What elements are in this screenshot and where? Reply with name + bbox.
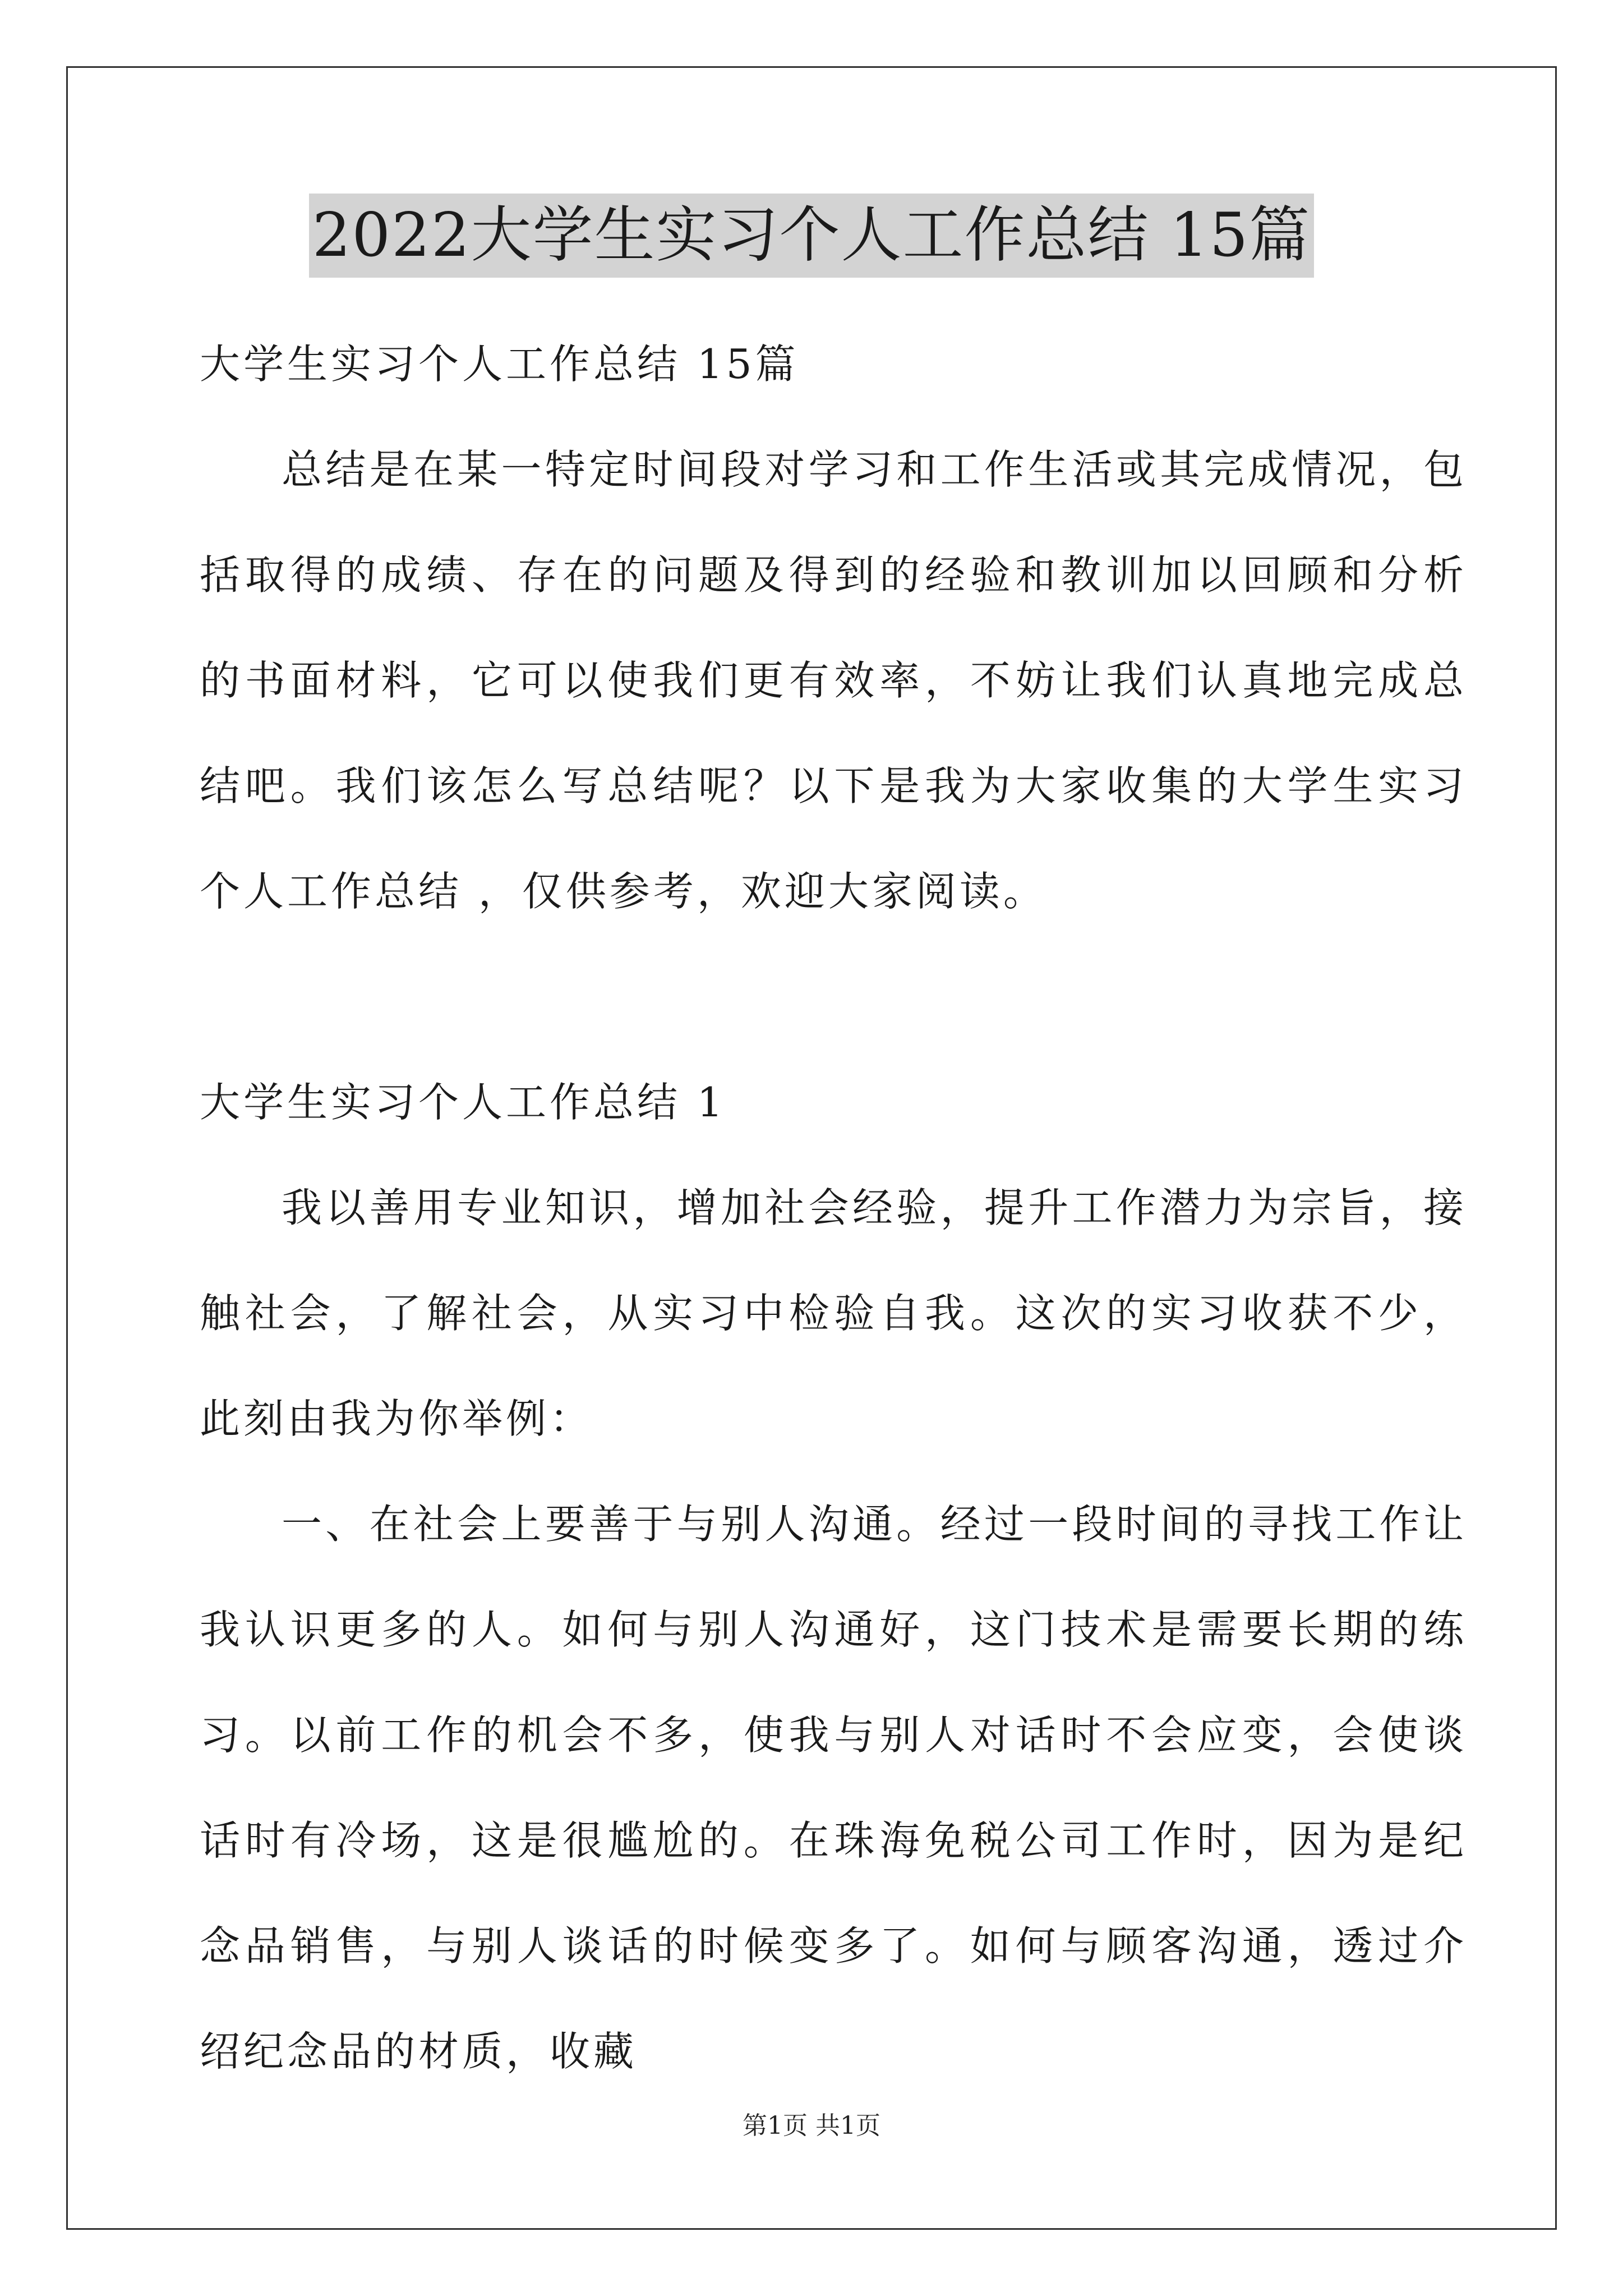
title-container bbox=[0, 194, 1623, 278]
document-body bbox=[200, 311, 1467, 2104]
section-heading: 大学生实习个人工作总结 1 bbox=[200, 1079, 726, 1126]
section-spacer bbox=[200, 944, 1467, 1050]
body-paragraph-2: 一、在社会上要善于与别人沟通。经过一段时间的寻找工作让我认识更多的人。如何与别人沟通好，这门技术是需要长期的练习。以前工作的机会不多，使我与别人对话时不会应变，会使谈话时有冷场，这是很尴尬的。在珠海免税公司工作时，因为是纪念品销售，与别人谈话的时候变多了。如何与顾客沟通，透过介绍纪念品的材质，收藏 bbox=[200, 1501, 1467, 2075]
page-footer: 第1页 共1页 bbox=[743, 2111, 880, 2140]
document-title: 2022大学生实习个人工作总结 15篇 bbox=[309, 194, 1315, 278]
body-paragraph-1: 我以善用专业知识，增加社会经验，提升工作潜力为宗旨，接触社会，了解社会，从实习中检验自我。这次的实习收获不少，此刻由我为你举例： bbox=[200, 1184, 1467, 1442]
document-subtitle: 大学生实习个人工作总结 15篇 bbox=[200, 341, 799, 388]
intro-paragraph: 总结是在某一特定时间段对学习和工作生活或其完成情况，包括取得的成绩、存在的问题及得到的经验和教训加以回顾和分析的书面材料，它可以使我们更有效率，不妨让我们认真地完成总结吧。我们该怎么写总结呢？以下是我为大家收集的大学生实习个人工作总结 ，仅供参考，欢迎大家阅读。 bbox=[200, 446, 1467, 915]
